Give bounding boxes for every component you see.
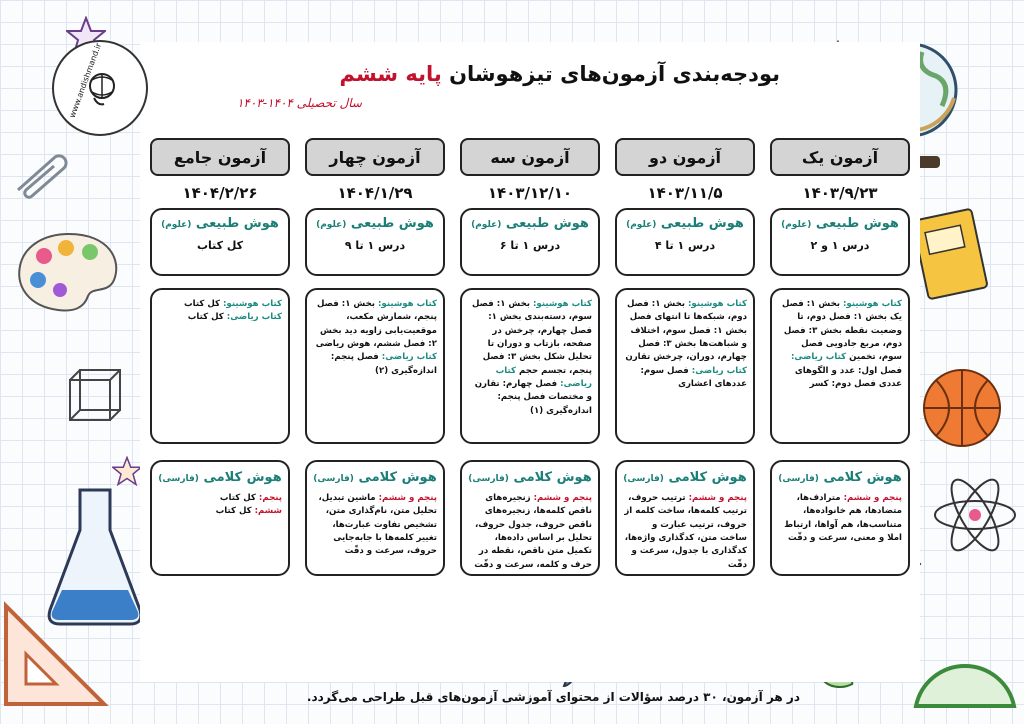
science-sub: (علوم) bbox=[161, 220, 192, 230]
exam-title: آزمون سه bbox=[460, 138, 600, 176]
logo bbox=[52, 40, 148, 136]
science-sub: (علوم) bbox=[626, 220, 657, 230]
verbal-label: هوش کلامی bbox=[203, 470, 282, 485]
verbal-grade-label: پنجم و ششم: bbox=[533, 493, 592, 504]
verbal-sub: (فارسی) bbox=[468, 474, 509, 484]
triangle-ruler-icon bbox=[0, 600, 110, 710]
title-grade: پایه ششم bbox=[339, 62, 442, 86]
science-range: درس ۱ تا ۹ bbox=[344, 239, 406, 252]
iq-book-label: کتاب هوشینو: bbox=[223, 299, 282, 309]
science-range: درس ۱ تا ۶ bbox=[499, 239, 561, 252]
verbal-box bbox=[150, 460, 290, 576]
science-box bbox=[770, 208, 910, 276]
science-label: هوش طبیعی bbox=[660, 216, 744, 231]
iq-book-text: بخش ۱: فصل دوم، شبکه‌ها تا انتهای فصل بخش ۱: فصل سوم، اختلاف و شباهت‌ها بخش ۳: فصل چهارم، دوران، چرخش تقارن bbox=[625, 299, 747, 363]
math-book-label: کتاب ریاضی: bbox=[495, 365, 592, 389]
science-sub: (علوم) bbox=[471, 220, 502, 230]
exam-title: آزمون جامع bbox=[150, 138, 290, 176]
iq-book-label: کتاب هوشینو: bbox=[688, 299, 747, 309]
book-icon bbox=[914, 208, 994, 304]
verbal-text: ترتیب حروف، ترتیب کلمه‌ها، ساخت کلمه از حروف، ترتیب عبارت و ساخت متن، کدگذاری واژه‌ها، کدگذاری با جدول، سرعت و دقّت bbox=[624, 493, 747, 570]
exam-title: آزمون دو bbox=[615, 138, 755, 176]
exam-date: ۱۴۰۳/۱۱/۵ bbox=[647, 184, 723, 202]
math-book-label: کتاب ریاضی: bbox=[226, 312, 282, 323]
title-main: بودجه‌بندی آزمون‌های تیزهوشان bbox=[449, 62, 780, 86]
math-book-label: کتاب ریاضی: bbox=[790, 352, 847, 363]
details-box bbox=[305, 288, 445, 444]
iq-book-text: بخش ۱: فصل پنجم، شمارش مکعب، موقعیت‌یابی زاویه دید بخش ۲: فصل ششم، هوش ریاضی bbox=[315, 299, 437, 349]
verbal-text: مترادف‌ها، متضادها، هم خانواده‌ها، متناسب‌ها، هم آواها، ارتباط املا و معنی، سرعت و دقّت bbox=[784, 493, 902, 544]
science-label: هوش طبیعی bbox=[505, 216, 589, 231]
exam-date: ۱۴۰۳/۱۲/۱۰ bbox=[487, 184, 573, 202]
basketball-icon bbox=[920, 366, 1004, 450]
verbal-box bbox=[615, 460, 755, 576]
verbal-grade6-label: ششم: bbox=[254, 506, 282, 517]
exam-date: ۱۴۰۴/۱/۲۹ bbox=[337, 184, 413, 202]
exam-date: ۱۴۰۳/۹/۲۳ bbox=[802, 184, 878, 202]
iq-book-text: بخش ۱: فصل یک بخش ۱: فصل دوم، تا وضعیت نقطه بخش ۳: فصل دوم، مربع جادویی فصل سوم، تخمین bbox=[781, 299, 902, 363]
verbal-box bbox=[460, 460, 600, 576]
verbal-grade-label: پنجم و ششم: bbox=[843, 493, 902, 504]
details-box bbox=[615, 288, 755, 444]
logo-website: www.andishmand.ir bbox=[67, 41, 104, 120]
page-title bbox=[260, 62, 780, 86]
verbal-grade5-text: کل کتاب bbox=[219, 493, 256, 504]
details-box bbox=[770, 288, 910, 444]
exam-column-1 bbox=[770, 138, 910, 544]
science-box bbox=[460, 208, 600, 276]
iq-book-label: کتاب هوشینو: bbox=[378, 299, 437, 309]
verbal-box bbox=[305, 460, 445, 576]
details-box bbox=[460, 288, 600, 444]
atom-icon bbox=[930, 470, 1020, 560]
math-book-text: فصل اول: عدد و الگوهای عددی فصل دوم: کسر bbox=[794, 365, 902, 389]
math-book-label: کتاب ریاضی: bbox=[691, 365, 747, 376]
science-box bbox=[150, 208, 290, 276]
verbal-grade-label: پنجم و ششم: bbox=[378, 493, 437, 504]
math-book-text: فصل سوم: عددهای اعشاری bbox=[640, 365, 747, 389]
iq-book-text: کل کتاب bbox=[183, 299, 220, 309]
science-range: کل کتاب bbox=[196, 239, 244, 252]
footer-note: در هر آزمون، ۳۰ درصد سؤالات از محتوای آموزشی آزمون‌های قبل طراحی می‌گردد. bbox=[306, 690, 800, 704]
science-box bbox=[305, 208, 445, 276]
exam-column-2 bbox=[615, 138, 755, 570]
verbal-label: هوش کلامی bbox=[513, 470, 592, 485]
verbal-grade-label: پنجم و ششم: bbox=[688, 493, 747, 504]
verbal-grade6-text: کل کتاب bbox=[215, 506, 252, 517]
verbal-grade5-label: پنجم: bbox=[258, 493, 282, 504]
science-label: هوش طبیعی bbox=[195, 216, 279, 231]
exam-column-5 bbox=[150, 138, 290, 517]
verbal-sub: (فارسی) bbox=[623, 474, 664, 484]
science-box bbox=[615, 208, 755, 276]
science-label: هوش طبیعی bbox=[350, 216, 434, 231]
science-label: هوش طبیعی bbox=[815, 216, 899, 231]
verbal-label: هوش کلامی bbox=[823, 470, 902, 485]
verbal-label: هوش کلامی bbox=[358, 470, 437, 485]
exam-column-4 bbox=[305, 138, 445, 557]
exam-column-3 bbox=[460, 138, 600, 570]
details-box bbox=[150, 288, 290, 444]
verbal-box bbox=[770, 460, 910, 576]
cube-icon bbox=[60, 360, 130, 430]
science-range: درس ۱ و ۲ bbox=[810, 239, 870, 252]
science-sub: (علوم) bbox=[781, 220, 812, 230]
paperclip-icon bbox=[10, 150, 70, 200]
verbal-sub: (فارسی) bbox=[778, 474, 819, 484]
math-book-text: فصل پنجم: اندازه‌گیری (۲) bbox=[330, 352, 437, 376]
iq-book-label: کتاب هوشینو: bbox=[533, 299, 592, 309]
protractor-icon bbox=[910, 640, 1020, 710]
verbal-text: زنجیره‌های ناقص کلمه‌ها، زنجیره‌های ناقص حروف، جدول حروف، تحلیل بر اساس داده‌ها، تکمیل متن ناقص، نقطه در حرف و کلمه، سرعت و دقّت bbox=[474, 493, 592, 570]
verbal-sub: (فارسی) bbox=[158, 474, 199, 484]
math-book-text: فصل چهارم: تقارن و مختصات فصل پنجم: اندازه‌گیری (۱) bbox=[474, 378, 592, 416]
verbal-label: هوش کلامی bbox=[668, 470, 747, 485]
iq-book-text: بخش ۱: فصل سوم، دسته‌بندی بخش ۱: فصل چهارم، چرخش در صفحه، بازتاب و دوران تا تحلیل شکل بخش ۳: فصل پنجم، تجسم حجم bbox=[471, 299, 592, 376]
paint-palette-icon bbox=[14, 230, 124, 314]
iq-book-label: کتاب هوشینو: bbox=[843, 299, 902, 309]
verbal-sub: (فارسی) bbox=[313, 474, 354, 484]
exam-title: آزمون چهار bbox=[305, 138, 445, 176]
exam-title: آزمون یک bbox=[770, 138, 910, 176]
academic-year: سال تحصیلی ۱۴۰۴-۱۴۰۳ bbox=[236, 96, 362, 110]
science-range: درس ۱ تا ۴ bbox=[654, 239, 716, 252]
verbal-text: ماشین تبدیل، تحلیل متن، نام‌گذاری متن، تشخیص تفاوت عبارت‌ها، تغییر کلمه‌ها با جابه‌جایی حروف، سرعت و دقّت bbox=[318, 493, 437, 557]
exam-date: ۱۴۰۴/۲/۲۶ bbox=[182, 184, 258, 202]
math-book-label: کتاب ریاضی: bbox=[381, 352, 437, 363]
science-sub: (علوم) bbox=[316, 220, 347, 230]
math-book-text: کل کتاب bbox=[187, 312, 224, 323]
